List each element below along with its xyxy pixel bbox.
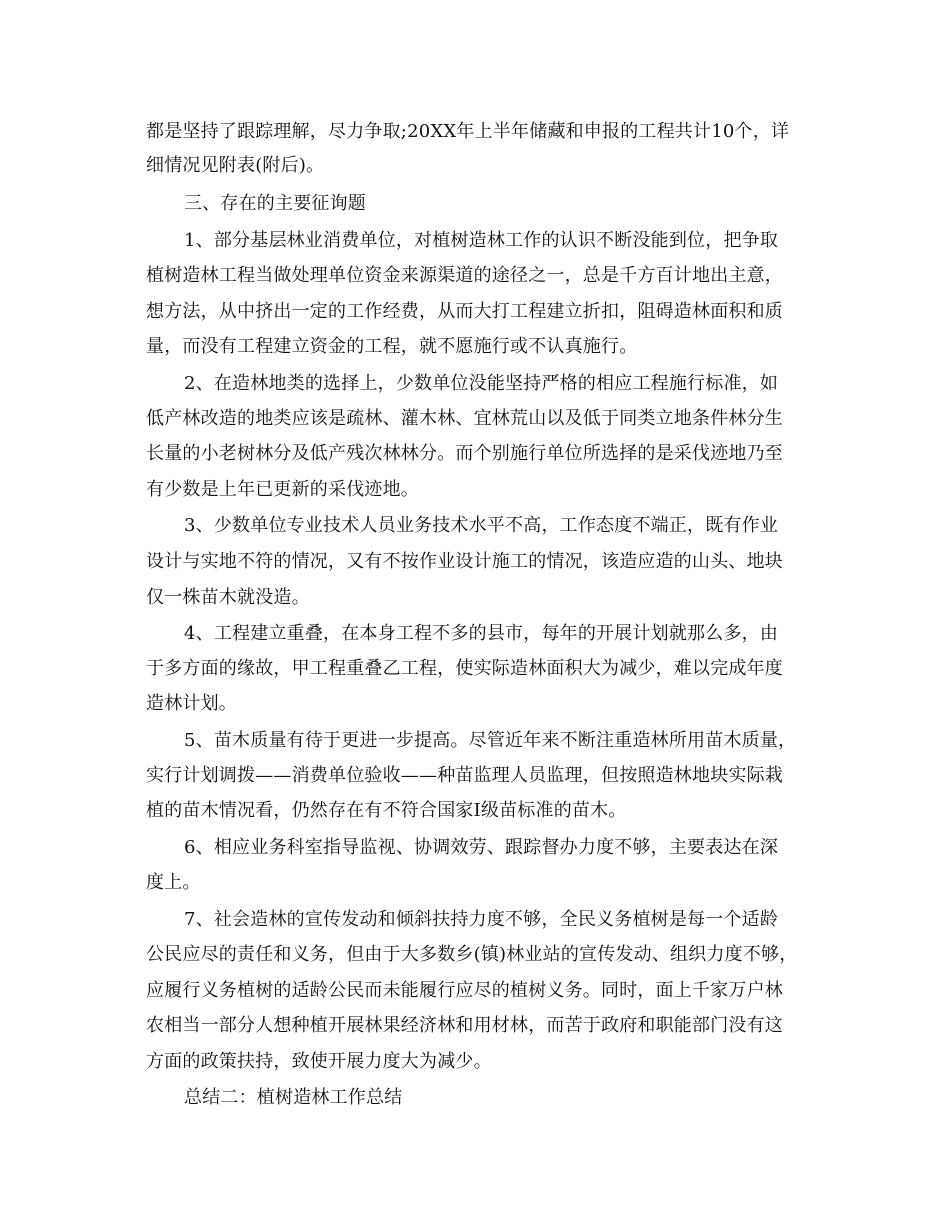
text-line: 长量的小老树林分及低产残次林林分。而个别施行单位所选择的是采伐迹地乃至 (146, 443, 783, 464)
section-heading: 总结二：植树造林工作总结 (184, 1087, 403, 1108)
text-line: 实行计划调拨——消费单位验收——种苗监理人员监理，但按照造林地块实际栽 (146, 765, 783, 786)
text-line: 想方法，从中挤出一定的工作经费，从而大打工程建立折扣，阻碍造林面积和质 (146, 301, 783, 322)
text-line: 3、少数单位专业技术人员业务技术水平不高，工作态度不端正，既有作业 (184, 515, 779, 536)
text-line: 5、苗木质量有待于更进一步提高。尽管近年来不断注重造林所用苗木质量， (184, 730, 797, 751)
text-line: 农相当一部分人想种植开展林果经济林和用材林，而苦于政府和职能部门没有这 (146, 1015, 783, 1036)
text-line: 都是坚持了跟踪理解，尽力争取;20XX年上半年储藏和申报的工程共计10个，详 (146, 121, 790, 142)
text-line: 低产林改造的地类应该是疏林、灌木林、宜林荒山以及低于同类立地条件林分生 (146, 408, 783, 429)
text-line: 6、相应业务科室指导监视、协调效劳、跟踪督办力度不够，主要表达在深 (184, 837, 779, 858)
text-line: 植的苗木情况看，仍然存在有不符合国家Ⅰ级苗标准的苗木。 (146, 800, 627, 821)
text-line: 1、部分基层林业消费单位，对植树造林工作的认识不断没能到位，把争取 (184, 230, 779, 251)
text-line: 细情况见附表(附后)。 (146, 155, 325, 176)
text-line: 2、在造林地类的选择上，少数单位没能坚持严格的相应工程施行标准，如 (184, 373, 779, 394)
text-line: 度上。 (146, 872, 201, 893)
text-line: 有少数是上年已更新的采伐迹地。 (146, 479, 419, 500)
text-line: 应履行义务植树的适龄公民而未能履行应尽的植树义务。同时，面上千家万户林 (146, 980, 783, 1001)
text-line: 方面的政策扶持，致使开展力度大为减少。 (146, 1051, 492, 1072)
text-line: 仅一株苗木就没造。 (146, 587, 310, 608)
text-line: 4、工程建立重叠，在本身工程不多的县市，每年的开展计划就那么多，由 (184, 623, 779, 644)
text-line: 公民应尽的责任和义务，但由于大多数乡(镇)林业站的宣传发动、组织力度不够， (146, 944, 798, 965)
section-heading: 三、存在的主要征询题 (184, 193, 366, 214)
text-line: 设计与实地不符的情况，又有不按作业设计施工的情况，该造应造的山头、地块 (146, 551, 783, 572)
text-line: 造林计划。 (146, 693, 237, 714)
text-line: 量，而没有工程建立资金的工程，就不愿施行或不认真施行。 (146, 336, 638, 357)
text-line: 植树造林工程当做处理单位资金来源渠道的途径之一，总是千方百计地出主意， (146, 265, 783, 286)
text-line: 于多方面的缘故，甲工程重叠乙工程，使实际造林面积大为减少，难以完成年度 (146, 658, 783, 679)
text-line: 7、社会造林的宣传发动和倾斜扶持力度不够，全民义务植树是每一个适龄 (184, 909, 779, 930)
